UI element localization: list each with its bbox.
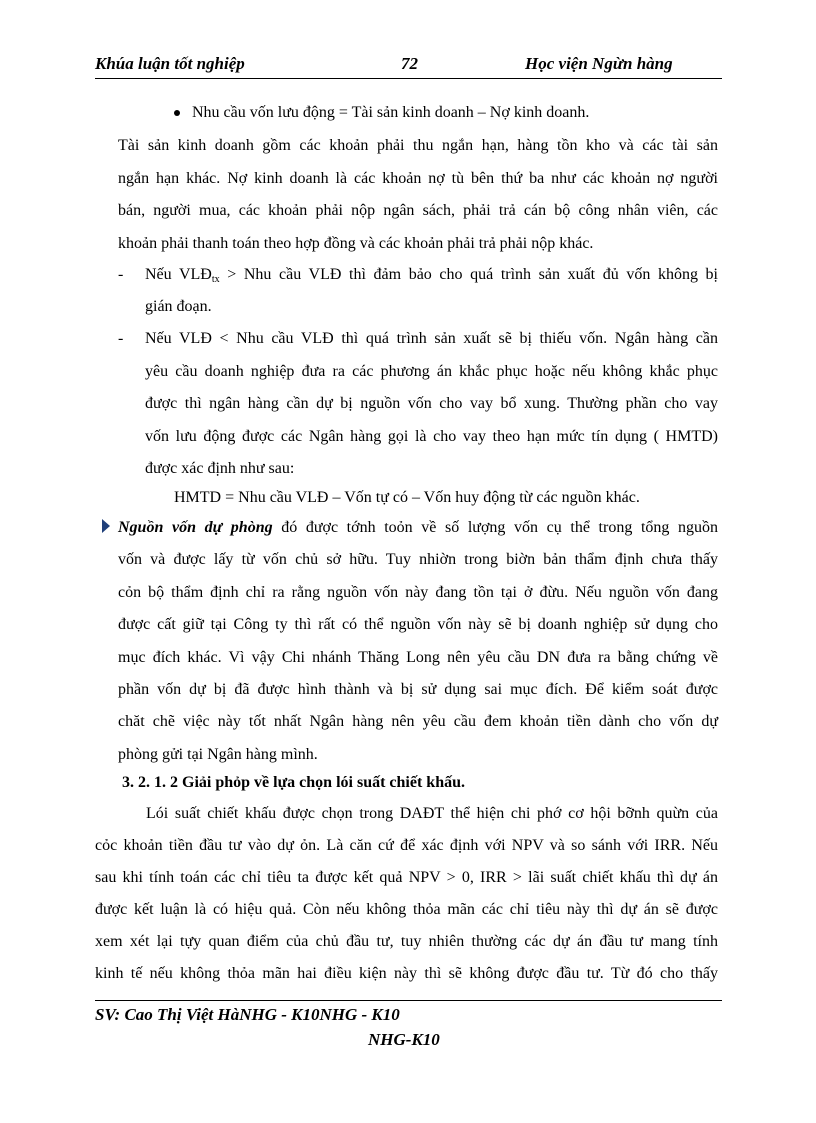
paragraph-line: được kết luận là có hiệu quả. Còn nếu không thỏa mãn các chỉ tiêu này thì dự án sẽ được xyxy=(95,901,718,918)
section-line xyxy=(118,518,718,538)
subscript-tx: tx xyxy=(211,274,220,285)
dash-item-line: được thì ngân hàng cần dự bị nguồn vốn cho vay bổ xung. Thường phần cho vay xyxy=(145,395,718,412)
subsection-heading: 3. 2. 1. 2 Giải phỏp về lựa chọn lói suất chiết khấu. xyxy=(122,774,465,791)
paragraph-line: Tài sản kinh doanh gồm các khoản phải thu ngắn hạn, hàng tồn kho và các tài sản xyxy=(118,137,718,154)
dash-marker: - xyxy=(118,330,124,347)
paragraph-line: ngắn hạn khác. Nợ kinh doanh là các khoản nợ tù bên thứ ba như các khoản nợ người xyxy=(118,170,718,187)
formula-line: HMTD = Nhu cầu VLĐ – Vốn tự có – Vốn huy động từ các nguồn khác. xyxy=(174,489,640,506)
dash-item-line: Nếu VLĐ < Nhu cầu VLĐ thì quá trình sản xuất sẽ bị thiếu vốn. Ngân hàng cần xyxy=(145,330,718,347)
dash-item-line: vốn lưu động được các Ngân hàng gọi là cho vay theo hạn mức tín dụng ( HMTD) xyxy=(145,428,718,445)
footer-divider xyxy=(95,1000,722,1001)
bullet-line: Nhu cầu vốn lưu động = Tài sản kinh doanh – Nợ kinh doanh. xyxy=(192,104,590,121)
dash-item-line xyxy=(145,265,718,290)
section-line: phòng gửi tại Ngân hàng mình. xyxy=(118,746,318,763)
bullet-icon xyxy=(174,110,180,116)
section-line: chăt chẽ việc này tốt nhất Ngân hàng nên yêu cầu đem khoản tiền dành cho vốn dự xyxy=(118,713,718,730)
paragraph-line: sau khi tính toán các chỉ tiêu ta được kết quả NPV > 0, IRR > lãi suất chiết khấu thì dự án xyxy=(95,869,718,886)
section-line: phần vốn dự bị đã được hình thành và bị sử dụng sai mục đích. Để kiểm soát được xyxy=(118,681,718,698)
dash-item-line: yêu cầu doanh nghiệp đưa ra các phương án khắc phục hoặc nếu không khắc phục xyxy=(145,363,718,380)
dash-item-line: được xác định như sau: xyxy=(145,460,295,477)
dash-item-text: > Nhu cầu VLĐ thì đảm bảo cho quá trình sản xuất đủ vốn không bị xyxy=(219,266,719,283)
section-line: cỏn bộ thẩm định chỉ ra rằng nguồn vốn này đang tồn tại ở đừu. Nếu nguồn vốn đang xyxy=(118,584,718,601)
triangle-bullet-icon xyxy=(102,519,110,533)
page-number: 72 xyxy=(401,54,418,73)
section-lead: Nguồn vốn dự phòng xyxy=(118,519,273,536)
paragraph-line: khoản phải thanh toán theo hợp đồng và các khoản phải trả phải nộp khác. xyxy=(118,235,594,252)
paragraph-line: bán, người mua, các khoản phải nộp ngân sách, phải trả cán bộ công nhân viên, các xyxy=(118,202,718,219)
page-header xyxy=(95,52,722,79)
dash-item-line: gián đoạn. xyxy=(145,298,212,315)
paragraph-line: kinh tế nếu không thỏa mãn hai điều kiện này thì sẽ không được đầu tư. Từ đó cho thấy xyxy=(95,965,718,982)
section-line: mục đích khác. Vì vậy Chi nhánh Thăng Long nên yêu cầu DN đưa ra bằng chứng về xyxy=(118,649,718,666)
footer-class: NHG-K10 xyxy=(368,1030,440,1049)
footer-student: SV: Cao Thị Việt HàNHG - K10NHG - K10 xyxy=(95,1005,400,1024)
section-text: đó được tớnh toỏn về số lượng vốn cụ thể trong tổng nguồn xyxy=(272,519,719,536)
dash-item-text: Nếu VLĐ xyxy=(145,266,212,283)
paragraph-line: Lói suất chiết khấu được chọn trong DAĐT thể hiện chi phớ cơ hội bỡnh quừn của xyxy=(146,805,718,822)
section-line: vốn và được lấy từ vốn chủ sở hữu. Tuy nhiờn trong biờn bản thẩm định chưa thấy xyxy=(118,551,718,568)
section-line: được cất giữ tại Công ty thì rất có thể nguồn vốn này sẽ bị doanh nghiệp sử dụng cho xyxy=(118,616,718,633)
dash-marker: - xyxy=(118,266,124,283)
paragraph-line: xem xét lại tựy quan điểm của chủ đầu tư, tuy nhiên thường các dự án đầu tư mang tính xyxy=(95,933,718,950)
paragraph-line: cỏc khoản tiền đầu tư vào dự ỏn. Là căn cứ để xác định với NPV và so sánh với IRR. Nếu xyxy=(95,837,718,854)
header-institution: Học viện Ngừn hàng xyxy=(525,54,673,73)
header-thesis-title: Khúa luận tốt nghiệp xyxy=(95,54,245,73)
